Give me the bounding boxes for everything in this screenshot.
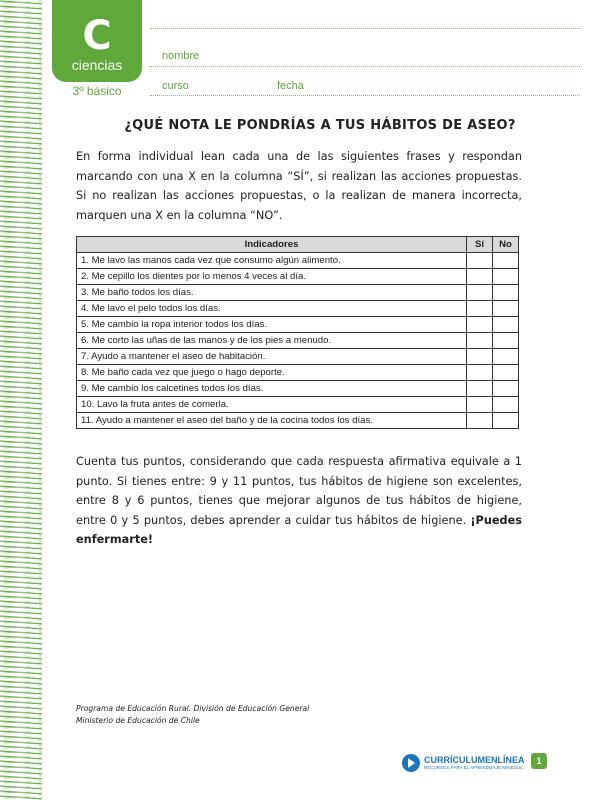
footer-line-1: Programa de Educación Rural. División de Educación General [76,704,310,713]
table-row [77,285,519,301]
scoring-paragraph [76,452,522,550]
no-cell[interactable] [493,413,519,429]
no-cell[interactable] [493,381,519,397]
table-row [77,301,519,317]
indicator-text: 2. Me cepillo los dientes por lo menos 4 veces al día. [77,269,467,285]
no-cell[interactable] [493,285,519,301]
table-row [77,381,519,397]
left-decorative-border [0,0,46,800]
no-cell[interactable] [493,301,519,317]
yes-cell[interactable] [467,333,493,349]
indicator-text: 8. Me baño cada vez que juego o hago deporte. [77,365,467,381]
table-row [77,253,519,269]
table-row [77,365,519,381]
indicator-text: 1. Me lavo las manos cada vez que consumo algún alimento. [77,253,467,269]
yes-cell[interactable] [467,349,493,365]
scoring-emphasis: ¡Puedes enfermarte! [76,513,522,546]
table-row [77,413,519,429]
indicator-text: 7. Ayudo a mantener el aseo de habitación. [77,349,467,365]
no-cell[interactable] [493,397,519,413]
table-row [77,397,519,413]
indicators-header: Indicadores [77,237,467,253]
indicator-text: 3. Me baño todos los días. [77,285,467,301]
footer-credits [76,703,309,727]
no-cell[interactable] [493,365,519,381]
indicator-text: 9. Me cambio los calcetines todos los días. [77,381,467,397]
table-row [77,269,519,285]
yes-cell[interactable] [467,317,493,333]
yes-cell[interactable] [467,413,493,429]
logo-name: CURRÍCULUMENLÍNEA [424,755,525,765]
indicators-table [76,236,519,429]
no-cell[interactable] [493,269,519,285]
footer-line-2: Ministerio de Educación de Chile [76,716,200,725]
indicator-text: 11. Ayudo a mantener el aseo del baño y de la cocina todos los días. [77,413,467,429]
no-cell[interactable] [493,349,519,365]
no-header: No [493,237,519,253]
course-label: curso [162,80,189,92]
play-arrow-icon [402,754,420,772]
header-divider-top [150,28,580,29]
yes-cell[interactable] [467,269,493,285]
yes-cell[interactable] [467,365,493,381]
instructions-paragraph: En forma individual lean cada una de las siguientes frases y respondan marcando con una X en la columna “SÍ”, si realizan las acciones propuestas. Si no realizan las acciones propuestas, o la realizan de manera incorrecta, marquen una X en la columna “NO”. [76,150,522,222]
yes-cell[interactable] [467,301,493,317]
hatch-pattern-graphic [0,0,46,800]
yes-cell[interactable] [467,397,493,413]
date-label: fecha [277,80,304,92]
indicator-text: 4. Me lavo el pelo todos los días. [77,301,467,317]
table-header-row [77,237,519,253]
yes-header: Sí [467,237,493,253]
page-number: 1 [531,753,547,769]
no-cell[interactable] [493,333,519,349]
yes-cell[interactable] [467,381,493,397]
no-cell[interactable] [493,253,519,269]
subject-badge [52,0,142,82]
name-label: nombre [162,50,200,62]
worksheet-title: ¿QUÉ NOTA LE PONDRÍAS A TUS HÁBITOS DE ASEO? [124,118,516,133]
name-field[interactable] [150,66,580,67]
table-row [77,349,519,365]
table-row [77,333,519,349]
indicator-text: 6. Me corto las uñas de las manos y de los pies a menudo. [77,333,467,349]
yes-cell[interactable] [467,285,493,301]
curriculum-logo [402,754,525,772]
no-cell[interactable] [493,317,519,333]
yes-cell[interactable] [467,253,493,269]
table-row [77,317,519,333]
logo-tagline: RECURSOS PARA EL APRENDIZAJE MINEDUC [424,765,524,770]
subject-letter: C [82,13,112,59]
scoring-text: Cuenta tus puntos, considerando que cada respuesta afirmativa equivale a 1 punto. Si tienes entre: 9 y 11 puntos, tus hábitos de higiene son excelentes, entre 8 y 6 puntos, tienes que mejorar algunos de tus hábitos de higiene, entre 0 y 5 puntos, debes aprender a cuidar tus hábitos de higiene. [76,455,522,527]
indicator-text: 5. Me cambio la ropa interior todos los días. [77,317,467,333]
course-date-field[interactable] [150,95,580,96]
indicator-text: 10. Lavo la fruta antes de comerla. [77,397,467,413]
grade-label: 3º básico [72,84,122,98]
subject-name: ciencias [71,57,123,73]
